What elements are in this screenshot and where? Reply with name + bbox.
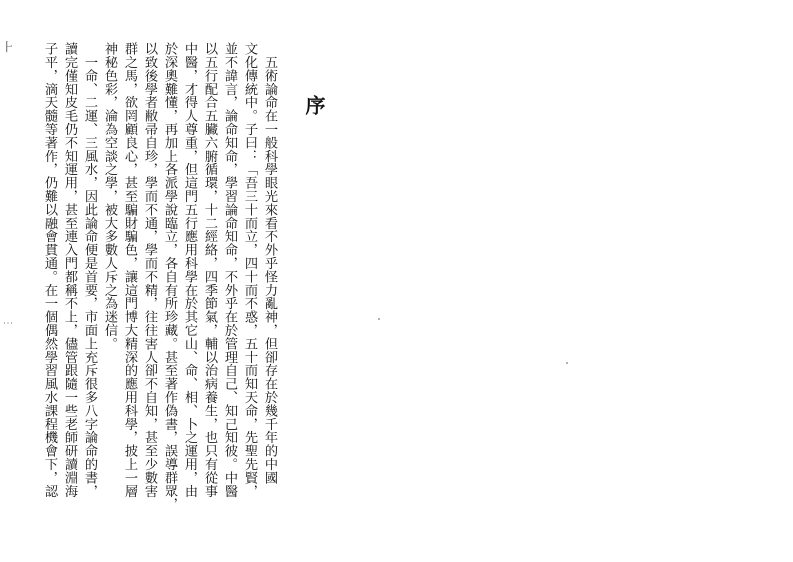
text-column: 一命、二運、三風水，因此論命便是首要，市面上充斥很多八字論命的書， xyxy=(82,42,97,498)
text-column: 神秘色彩，淪為空談之學，被大多數人斥之為迷信。 xyxy=(102,42,117,351)
page-title: 序 xyxy=(302,95,326,115)
text-column: 並不諱言，論命知命，學習論命知命，不外乎在於管理自己、知己知彼。中醫 xyxy=(222,42,237,498)
text-column: 以五行配合五臟六腑循環，十二經絡，四季節氣，輔以治病養生，也只有從事 xyxy=(202,42,217,498)
text-column: 五術論命在一般科學眼光來看不外乎怪力亂神，但卻存在於幾千年的中國 xyxy=(262,42,277,485)
text-column: 以致後學者敝帚自珍，學而不通，學而不精，往往害人卻不自知，甚至少數害 xyxy=(142,42,157,498)
scan-speck xyxy=(566,362,568,364)
text-column: 於深奧難懂，再加上各派學說臨立，各自有所珍藏。甚至著作偽書，誤導群眾， xyxy=(162,42,177,511)
text-column: 群之馬，欲罔顧良心，甚至騙財騙色，讓這門博大精深的應用科學，披上一層 xyxy=(122,42,137,498)
edge-mark: ⺊ xyxy=(2,40,15,54)
vertical-text-body xyxy=(28,42,278,512)
scan-speck xyxy=(378,318,380,320)
text-column: 讀完僅知皮毛仍不知運用，甚至連入門都稱不上，儘管跟隨一些老師研讀淵海 xyxy=(62,42,77,498)
text-column: 中醫，才得人尊重，但這門五行應用科學在於其它山、命、相、卜之運用，由 xyxy=(182,42,197,498)
text-column: 文化傳統中。子曰：「吾三十而立，四十而不惑，五十而知天命，先聖先賢， xyxy=(242,42,257,498)
edge-mark-lower: ⋮ xyxy=(2,318,13,328)
text-column: 子平，滴天髓等著作，仍難以融會貫通。在一個偶然學習風水課程機會下，認 xyxy=(42,42,57,498)
